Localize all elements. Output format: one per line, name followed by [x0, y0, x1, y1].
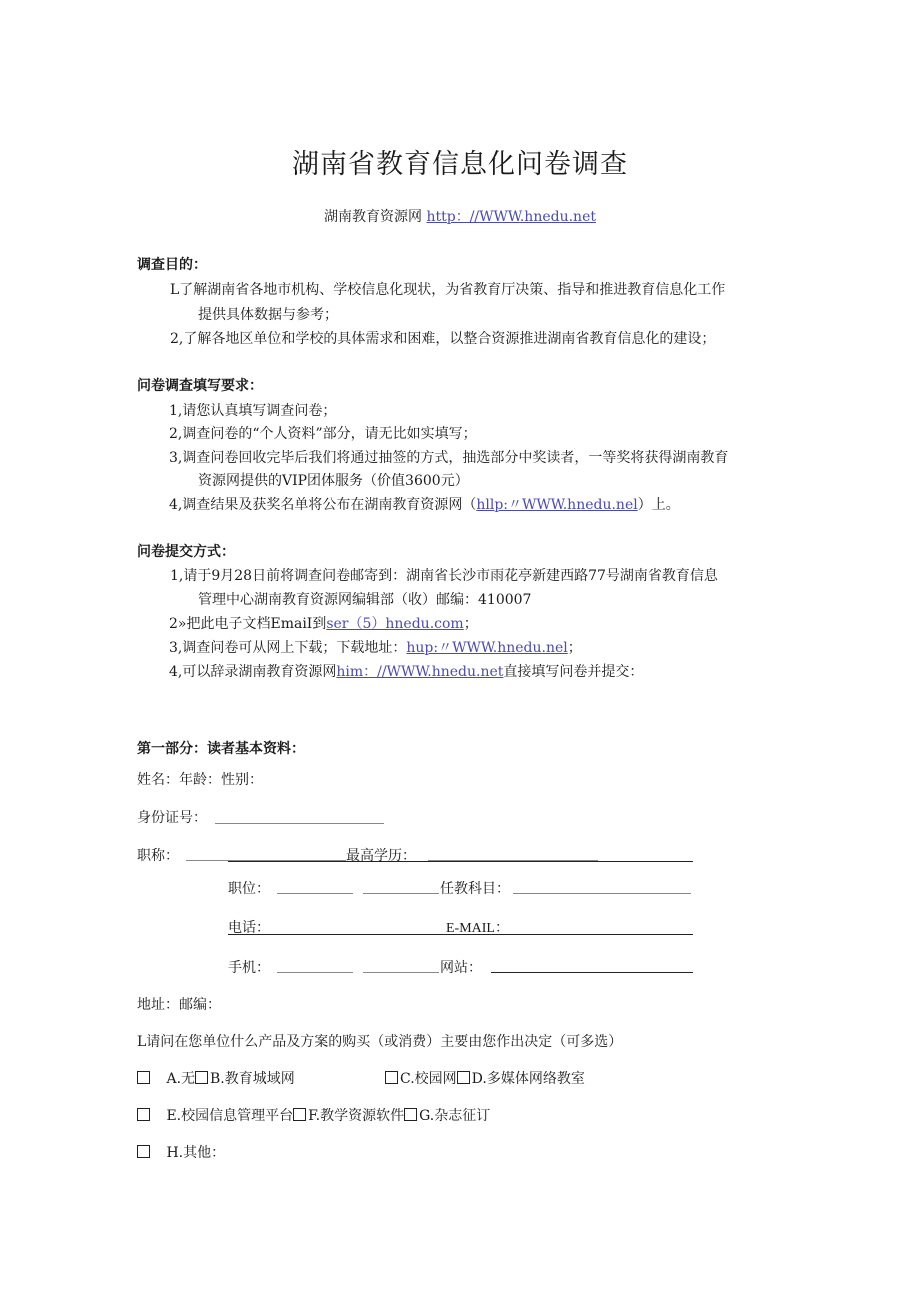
checkbox-c[interactable]	[385, 1071, 398, 1084]
option-f-label: F.教学资源软件	[308, 1108, 405, 1124]
phone-label: 电话：	[228, 920, 270, 936]
submission-item-1-line-2: 管理中心湖南教育资源网编辑部（收）邮编：410007	[198, 592, 532, 608]
position-field[interactable]	[277, 893, 353, 894]
purpose-item-1-line-2: 提供具体数据与参考；	[198, 307, 338, 323]
subject-field[interactable]	[513, 893, 691, 894]
requirements-heading: 问卷调查填写要求：	[137, 378, 263, 394]
requirements-item-1: 1,请您认真填写调查问卷；	[169, 403, 337, 419]
phone-email-field[interactable]	[228, 934, 693, 935]
option-c-label: C.校园网	[400, 1071, 457, 1087]
website-label: 网站：	[440, 960, 482, 976]
subtitle-text: 湖南教育资源网	[324, 209, 423, 225]
submission-item-2	[169, 613, 478, 633]
requirements-item-4	[169, 494, 680, 514]
email-label: E-MAIL：	[446, 921, 509, 936]
question-1-text: L请问在您单位什么产品及方案的购买（或消费）主要由您作出决定（可多选）	[137, 1034, 623, 1050]
requirements-item-4-link[interactable]: hllp:〃WWW.hnedu.nel	[476, 497, 638, 513]
subtitle-link[interactable]: http：//WWW.hnedu.net	[426, 209, 596, 225]
subject-label: 任教科目：	[440, 881, 510, 897]
title-label: 职称：	[137, 848, 179, 864]
option-h-label: H.其他：	[166, 1145, 226, 1161]
requirements-item-3-line-2: 资源网提供的VIP团体服务（价值3600元）	[198, 473, 469, 489]
question-1-options-row-2	[137, 1105, 490, 1125]
requirements-item-3-line-1: 3,调查问卷回收完毕后我们将通过抽签的方式，抽选部分中奖读者，一等奖将获得湖南教育	[169, 450, 729, 466]
option-b-label: B.教育城域网	[210, 1071, 295, 1087]
id-number-field[interactable]	[215, 823, 384, 824]
website-field[interactable]	[491, 972, 693, 973]
mobile-field[interactable]	[277, 972, 353, 973]
question-1-options-row-3	[137, 1142, 225, 1162]
question-1-options-row-1	[137, 1068, 295, 1088]
part1-heading: 第一部分：读者基本资料：	[137, 741, 305, 757]
mobile-label: 手机：	[228, 960, 270, 976]
submission-item-4-text: 4,可以辞录湖南教育资源网	[169, 664, 337, 680]
submission-item-2-tail: ；	[463, 616, 478, 632]
id-number-label: 身份证号：	[137, 810, 207, 826]
submission-item-3-link[interactable]: hup:〃WWW.hnedu.nel	[406, 640, 568, 656]
submission-item-3-text: 3,调查问卷可从网上下载；下载地址：	[169, 640, 407, 656]
submission-item-3	[169, 637, 582, 657]
purpose-item-1-line-1: L了解湖南省各地市机构、学校信息化现状，为省教育厅决策、指导和推进教育信息化工作	[170, 282, 726, 298]
position-field-2[interactable]	[363, 893, 439, 894]
checkbox-f[interactable]	[293, 1108, 306, 1121]
submission-item-4-tail: 直接填写问卷并提交：	[503, 664, 644, 680]
checkbox-g[interactable]	[404, 1108, 417, 1121]
submission-item-2-link[interactable]: ser（5）hnedu.com	[326, 616, 464, 632]
submission-heading: 问卷提交方式：	[137, 544, 235, 560]
document-subtitle	[0, 206, 920, 226]
checkbox-e[interactable]	[137, 1108, 150, 1121]
checkbox-a[interactable]	[137, 1071, 150, 1084]
submission-item-4-link[interactable]: him：//WWW.hnedu.net	[336, 664, 504, 680]
purpose-heading: 调查目的：	[137, 257, 207, 273]
question-1-options-row-1b	[385, 1068, 585, 1088]
option-d-label: D.多媒体网络教室	[471, 1071, 585, 1087]
position-label: 职位：	[228, 881, 270, 897]
requirements-item-4-tail: ）上。	[637, 497, 680, 513]
checkbox-d[interactable]	[457, 1071, 470, 1084]
name-age-gender-row: 姓名：年龄：性别：	[137, 772, 263, 788]
submission-item-3-tail: ；	[567, 640, 582, 656]
submission-item-1-line-1: 1,请于9月28日前将调查问卷邮寄到：湖南省长沙市雨花亭新建西路77号湖南省教育信息	[170, 568, 718, 584]
option-g-label: G.杂志征订	[419, 1108, 491, 1124]
submission-item-2-text: 2»把此电子文档EmaiI到	[169, 616, 327, 632]
checkbox-b[interactable]	[195, 1071, 208, 1084]
mobile-field-2[interactable]	[363, 972, 439, 973]
option-e-label: E.校园信息管理平台	[166, 1108, 294, 1124]
education-label: 最高学历：	[346, 848, 416, 864]
requirements-item-2: 2,调查问卷的“个人资料”部分，请无比如实填写；	[169, 426, 477, 442]
requirements-item-4-text: 4,调查结果及获奖名单将公布在湖南教育资源网（	[169, 497, 477, 513]
document-title: 湖南省教育信息化问卷调查	[292, 149, 628, 180]
option-a-label: A.无	[166, 1071, 196, 1087]
submission-item-4	[169, 661, 643, 681]
checkbox-h[interactable]	[137, 1145, 150, 1158]
address-postcode-row: 地址：邮编：	[137, 997, 221, 1013]
purpose-item-2: 2,了解各地区单位和学校的具体需求和困难，以整合资源推进湖南省教育信息化的建设；	[170, 331, 716, 347]
form-row-rule	[228, 861, 693, 862]
